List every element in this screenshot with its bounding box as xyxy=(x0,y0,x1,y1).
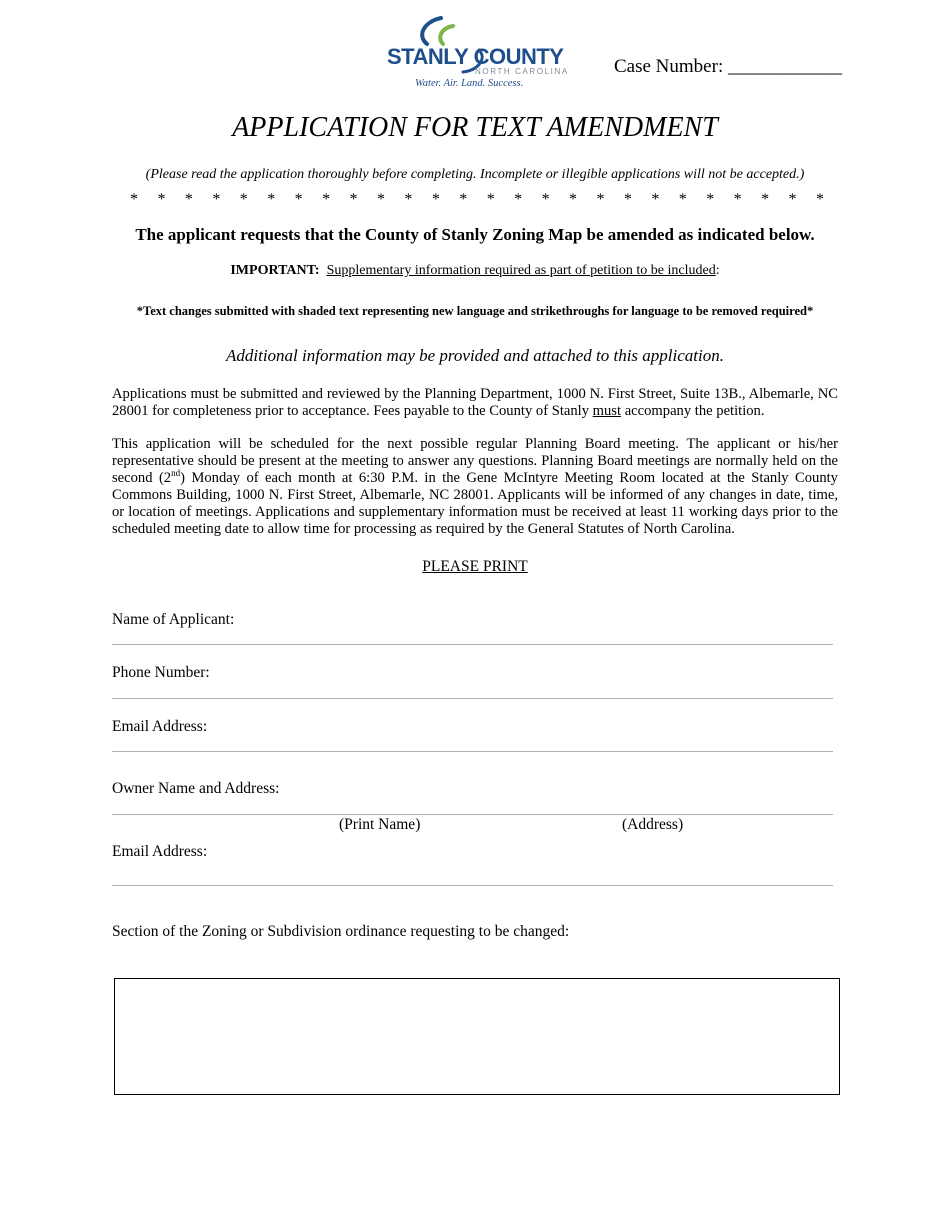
star-glyph: * xyxy=(623,191,632,208)
section-answer-box[interactable] xyxy=(114,978,840,1095)
applicant-name-label: Name of Applicant: xyxy=(112,611,235,628)
county-logo xyxy=(383,14,568,92)
star-glyph: * xyxy=(733,191,742,208)
star-glyph: * xyxy=(706,191,715,208)
star-glyph: * xyxy=(294,191,303,208)
email-label: Email Address: xyxy=(112,718,208,735)
submission-text-1: Applications must be submitted and reviewed by the Planning Department, 1000 N. First Street, Suite 13B., Albemarle, NC 28001 for completeness prior to acceptance. Fees payable to the County of Stanly xyxy=(112,386,838,419)
star-glyph: * xyxy=(678,191,687,208)
submission-paragraph xyxy=(112,386,838,420)
star-glyph: * xyxy=(459,191,468,208)
meeting-superscript: nd xyxy=(171,468,181,479)
star-glyph: * xyxy=(404,191,413,208)
star-separator xyxy=(130,191,824,209)
star-glyph: * xyxy=(431,191,440,208)
logo-tagline: Water. Air. Land. Success. xyxy=(415,78,524,89)
star-glyph: * xyxy=(486,191,495,208)
case-number-blank[interactable]: ____________ xyxy=(727,56,842,77)
star-glyph: * xyxy=(815,191,824,208)
important-label: IMPORTANT: xyxy=(230,263,320,278)
owner-line[interactable] xyxy=(112,814,833,815)
logo-state: NORTH CAROLINA xyxy=(475,67,569,76)
print-name-caption: (Print Name) xyxy=(339,816,421,833)
submission-text-2: accompany the petition. xyxy=(621,403,765,419)
star-glyph: * xyxy=(212,191,221,208)
phone-line[interactable] xyxy=(112,698,833,699)
important-suffix: : xyxy=(715,263,720,278)
instructions-note: (Please read the application thoroughly before completing. Incomplete or illegible applications will not be accepted.) xyxy=(145,167,805,182)
star-glyph: * xyxy=(349,191,358,208)
owner-email-label: Email Address: xyxy=(112,843,208,860)
star-glyph: * xyxy=(761,191,770,208)
star-glyph: * xyxy=(322,191,331,208)
important-text: Supplementary information required as part of petition to be included xyxy=(326,263,716,278)
meeting-text-2: ) Monday of each month at 6:30 P.M. in the Gene McIntyre Meeting Room located at the Stanly County Commons Building, 1000 N. First Street, Albemarle, NC 28001. Applicants will be informed of any changes in date, time, or location of meetings. Applications and supplementary information must be received at least 11 working days prior to the scheduled meeting date to allow time for processing as required by the General Statutes of North Carolina. xyxy=(112,470,838,537)
star-glyph: * xyxy=(788,191,797,208)
meeting-text-1: This application will be scheduled for the next possible regular Planning Board meeting. The applicant or his/her representative should be present at the meeting to answer any questions. Planning Board meetings are normally held on the second (2 xyxy=(112,436,838,486)
owner-email-line[interactable] xyxy=(112,885,833,886)
star-glyph: * xyxy=(514,191,523,208)
star-glyph: * xyxy=(596,191,605,208)
request-statement: The applicant requests that the County of Stanly Zoning Map be amended as indicated below. xyxy=(135,225,815,244)
logo-name: STANLY COUNTY xyxy=(387,44,564,69)
email-line[interactable] xyxy=(112,751,833,752)
phone-label: Phone Number: xyxy=(112,664,210,681)
star-glyph: * xyxy=(541,191,550,208)
applicant-name-line[interactable] xyxy=(112,644,833,645)
case-number-label: Case Number: xyxy=(614,56,724,77)
section-label: Section of the Zoning or Subdivision ordinance requesting to be changed: xyxy=(112,923,570,940)
star-glyph: * xyxy=(267,191,276,208)
additional-info: Additional information may be provided and attached to this application. xyxy=(226,346,724,365)
star-glyph: * xyxy=(157,191,166,208)
please-print: PLEASE PRINT xyxy=(422,558,528,575)
important-note xyxy=(0,263,950,279)
case-number xyxy=(614,56,842,78)
star-glyph: * xyxy=(239,191,248,208)
page-title: APPLICATION FOR TEXT AMENDMENT xyxy=(232,112,718,143)
star-glyph: * xyxy=(569,191,577,208)
star-glyph: * xyxy=(184,191,193,208)
owner-label: Owner Name and Address: xyxy=(112,780,280,797)
submission-emphasis: must xyxy=(592,403,622,419)
address-caption: (Address) xyxy=(622,816,684,833)
star-glyph: * xyxy=(376,191,385,208)
star-glyph: * xyxy=(651,191,660,208)
meeting-paragraph xyxy=(112,436,838,538)
text-changes-note: *Text changes submitted with shaded text representing new language and strikethroughs for language to be removed required* xyxy=(136,304,814,318)
star-glyph: * xyxy=(130,191,138,208)
